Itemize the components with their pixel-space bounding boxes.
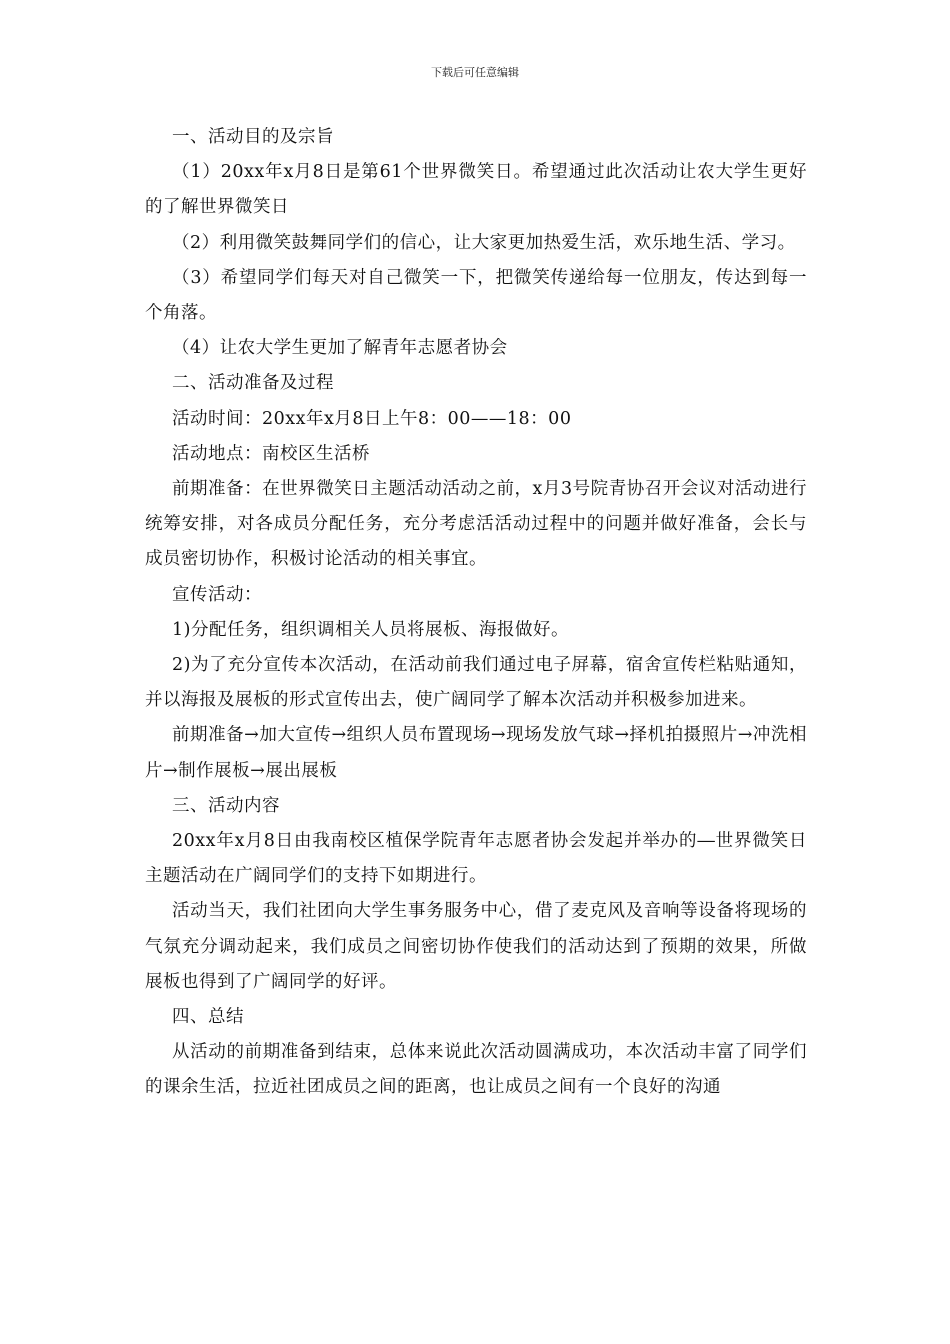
paragraph: 2)为了充分宣传本次活动，在活动前我们通过电子屏幕，宿舍宣传栏粘贴通知，并以海报及展板的形式宣传出去，使广阔同学了解本次活动并积极参加进来。 bbox=[145, 655, 807, 711]
paragraph: 活动时间：20xx年x月8日上午8：00——18：00 bbox=[172, 408, 572, 429]
document-body bbox=[145, 120, 807, 1106]
process-flow: 前期准备→加大宣传→组织人员布置现场→现场发放气球→择机拍摄照片→冲洗相片→制作展板→展出展板 bbox=[145, 725, 807, 781]
paragraph: （2）利用微笑鼓舞同学们的信心，让大家更加热爱生活，欢乐地生活、学习。 bbox=[172, 232, 796, 253]
paragraph: 从活动的前期准备到结束，总体来说此次活动圆满成功，本次活动丰富了同学们的课余生活，拉近社团成员之间的距离，也让成员之间有一个良好的沟通 bbox=[145, 1042, 807, 1098]
paragraph: （3）希望同学们每天对自己微笑一下，把微笑传递给每一位朋友，传达到每一个角落。 bbox=[145, 267, 807, 324]
section-heading-2: 二、活动准备及过程 bbox=[172, 373, 334, 394]
section-heading-4: 四、总结 bbox=[172, 1007, 244, 1028]
paragraph: 20xx年x月8日由我南校区植保学院青年志愿者协会发起并举办的―世界微笑日主题活动在广阔同学们的支持下如期进行。 bbox=[145, 831, 807, 887]
paragraph: 前期准备：在世界微笑日主题活动活动之前，x月3号院青协召开会议对活动进行统筹安排，对各成员分配任务，充分考虑活活动过程中的问题并做好准备，会长与成员密切协作，积极讨论活动的相关事宜。 bbox=[145, 479, 807, 570]
paragraph: 活动地点：南校区生活桥 bbox=[172, 443, 370, 464]
paragraph: 1)分配任务，组织调相关人员将展板、海报做好。 bbox=[172, 619, 569, 640]
section-heading-1: 一、活动目的及宗旨 bbox=[172, 127, 334, 147]
page-header: 下载后可任意编辑 bbox=[431, 66, 519, 79]
paragraph: 活动当天，我们社团向大学生事务服务中心，借了麦克风及音响等设备将现场的气氛充分调动起来，我们成员之间密切协作使我们的活动达到了预期的效果，所做展板也得到了广阔同学的好评。 bbox=[145, 901, 807, 992]
paragraph: （1）20xx年x月8日是第61个世界微笑日。希望通过此次活动让农大学生更好的了解世界微笑日 bbox=[145, 162, 807, 218]
paragraph: 宣传活动： bbox=[172, 584, 262, 605]
section-heading-3: 三、活动内容 bbox=[172, 795, 280, 816]
paragraph: （4）让农大学生更加了解青年志愿者协会 bbox=[172, 338, 508, 359]
